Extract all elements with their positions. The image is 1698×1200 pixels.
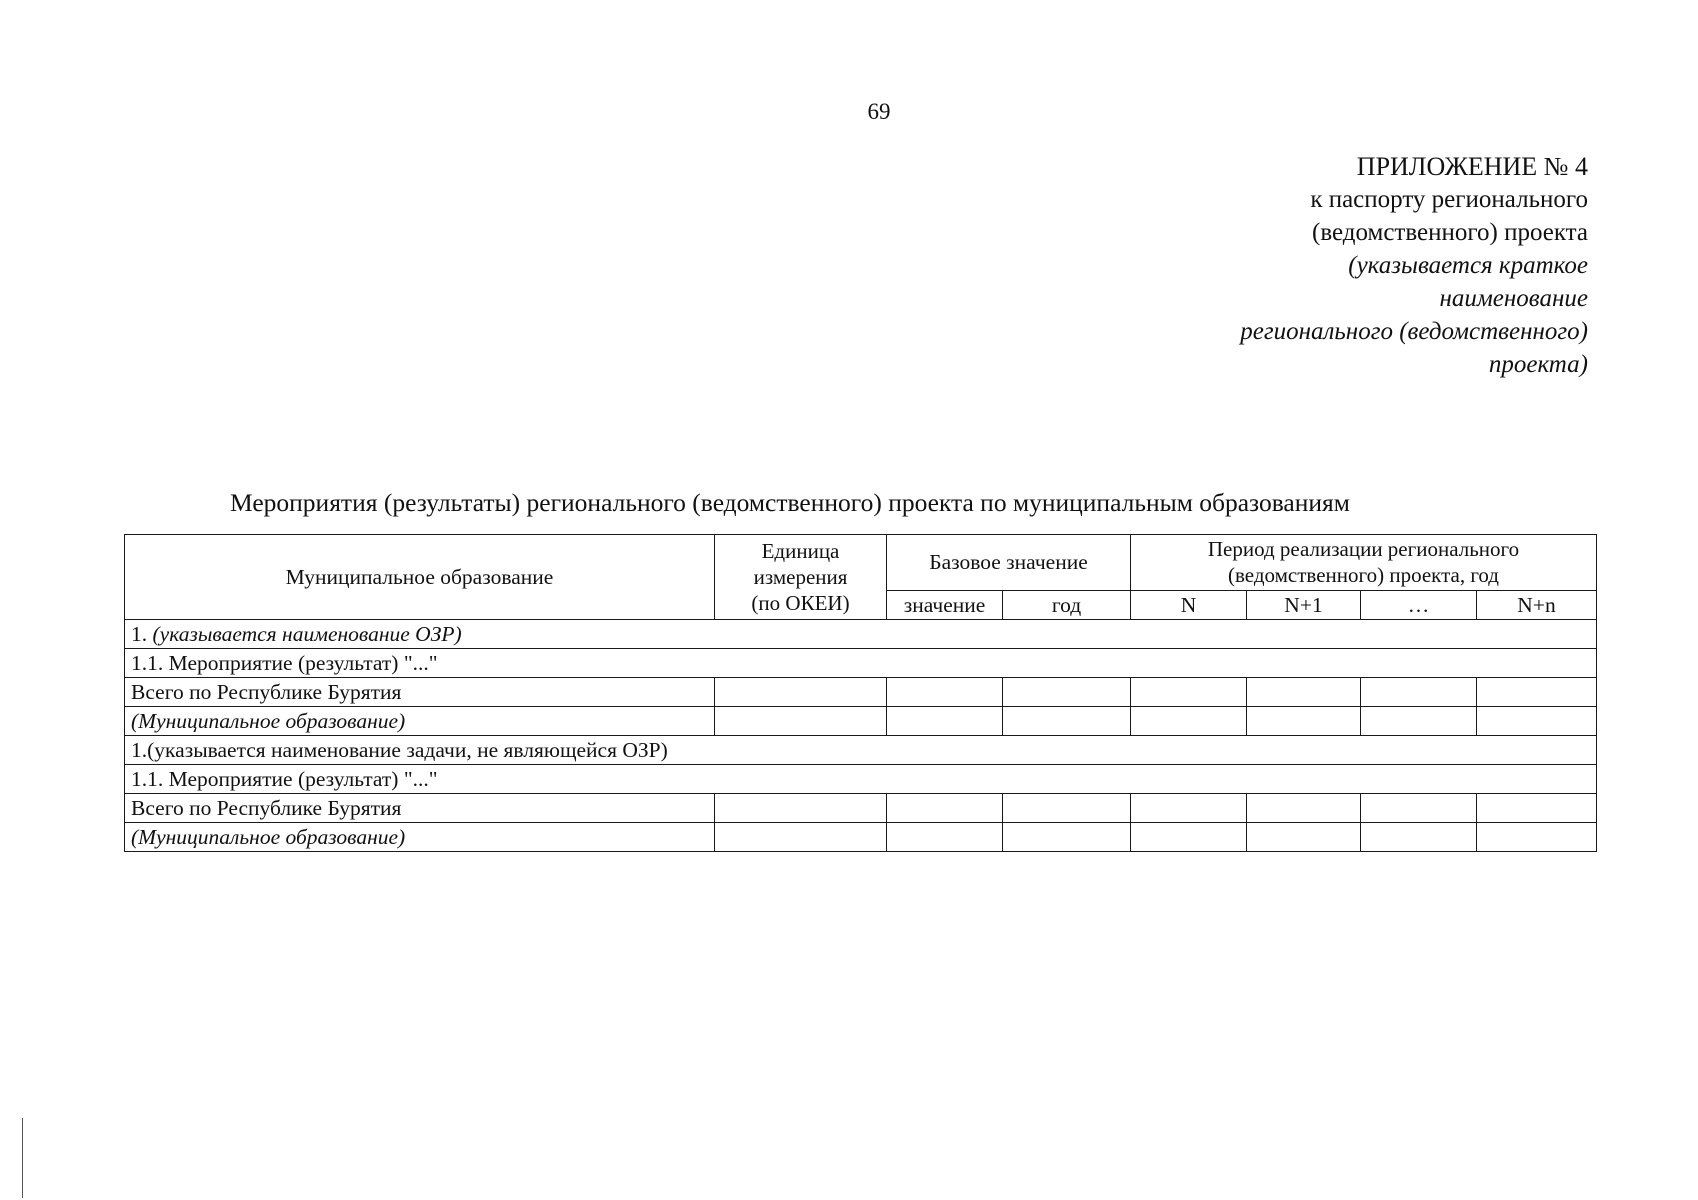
- appendix-block: [1068, 150, 1588, 381]
- table-cell: [1247, 707, 1361, 736]
- row-label: (Муниципальное образование): [125, 823, 715, 852]
- table-cell: [1361, 823, 1477, 852]
- table-cell: [715, 707, 887, 736]
- header-base: Базовое значение: [887, 535, 1131, 591]
- header-period-dots: …: [1361, 590, 1477, 619]
- appendix-line: проекта): [1488, 351, 1588, 378]
- row-label-italic: (указывается наименование ОЗР): [152, 622, 462, 646]
- row-label: [125, 620, 1597, 649]
- header-period-line: (ведомственного) проекта, год: [1228, 563, 1499, 588]
- table-cell: [1361, 678, 1477, 707]
- table-row: [125, 765, 1597, 794]
- page-number: 69: [867, 99, 891, 124]
- table-cell: [1247, 794, 1361, 823]
- document-title: Мероприятия (результаты) регионального (ведомственного) проекта по муниципальным образованиям: [230, 488, 1350, 517]
- row-label: (Муниципальное образование): [125, 707, 715, 736]
- table-row: [125, 736, 1597, 765]
- table-cell: [887, 823, 1003, 852]
- row-label: 1.1. Мероприятие (результат) "...": [125, 649, 1597, 678]
- table-cell: [887, 678, 1003, 707]
- table-cell: [1131, 678, 1247, 707]
- header-base-year: год: [1003, 590, 1131, 619]
- header-unit: [715, 535, 887, 620]
- row-label: Всего по Республике Бурятия: [125, 794, 715, 823]
- appendix-line: (указывается краткое: [1348, 252, 1588, 279]
- table-cell: [887, 707, 1003, 736]
- table-row: [125, 794, 1597, 823]
- table-cell: [1477, 794, 1597, 823]
- table-cell: [1361, 707, 1477, 736]
- table-cell: [715, 823, 887, 852]
- table-cell: [1131, 707, 1247, 736]
- appendix-line: (ведомственного) проекта: [1312, 219, 1588, 246]
- table-cell: [715, 794, 887, 823]
- table-cell: [1131, 823, 1247, 852]
- appendix-line: регионального (ведомственного): [1240, 318, 1588, 345]
- appendix-heading: ПРИЛОЖЕНИЕ № 4: [1356, 152, 1588, 181]
- table-row: [125, 649, 1597, 678]
- table-cell: [1477, 678, 1597, 707]
- table-cell: [715, 678, 887, 707]
- row-label: Всего по Республике Бурятия: [125, 678, 715, 707]
- row-prefix: 1.: [131, 622, 153, 646]
- table-cell: [1361, 794, 1477, 823]
- header-unit-line: измерения: [753, 565, 848, 589]
- scan-artifact-line: [22, 1118, 23, 1198]
- header-period-n: N: [1131, 590, 1247, 619]
- header-period-nn: N+n: [1477, 590, 1597, 619]
- table-row: [125, 823, 1597, 852]
- table-cell: [1003, 707, 1131, 736]
- table-cell: [1477, 823, 1597, 852]
- table-cell: [1003, 678, 1131, 707]
- header-period: [1131, 535, 1597, 591]
- header-period-n1: N+1: [1247, 590, 1361, 619]
- appendix-line: наименование: [1439, 285, 1588, 312]
- header-unit-line: (по ОКЕИ): [751, 591, 850, 615]
- table-cell: [1247, 678, 1361, 707]
- appendix-line: к паспорту регионального: [1310, 186, 1588, 213]
- table-cell: [1131, 794, 1247, 823]
- table-cell: [1247, 823, 1361, 852]
- table-cell: [1477, 707, 1597, 736]
- row-label: 1.1. Мероприятие (результат) "...": [125, 765, 1597, 794]
- table-row: [125, 678, 1597, 707]
- table-row: [125, 620, 1597, 649]
- header-base-value: значение: [887, 590, 1003, 619]
- table-row: [125, 707, 1597, 736]
- header-period-line: Период реализации регионального: [1207, 537, 1520, 562]
- table-cell: [1003, 794, 1131, 823]
- header-municipality: Муниципальное образование: [125, 535, 715, 620]
- table-cell: [887, 794, 1003, 823]
- measures-table: [124, 534, 1597, 852]
- header-unit-line: Единица: [761, 539, 840, 563]
- table-cell: [1003, 823, 1131, 852]
- row-label: 1.(указывается наименование задачи, не являющейся ОЗР): [125, 736, 1597, 765]
